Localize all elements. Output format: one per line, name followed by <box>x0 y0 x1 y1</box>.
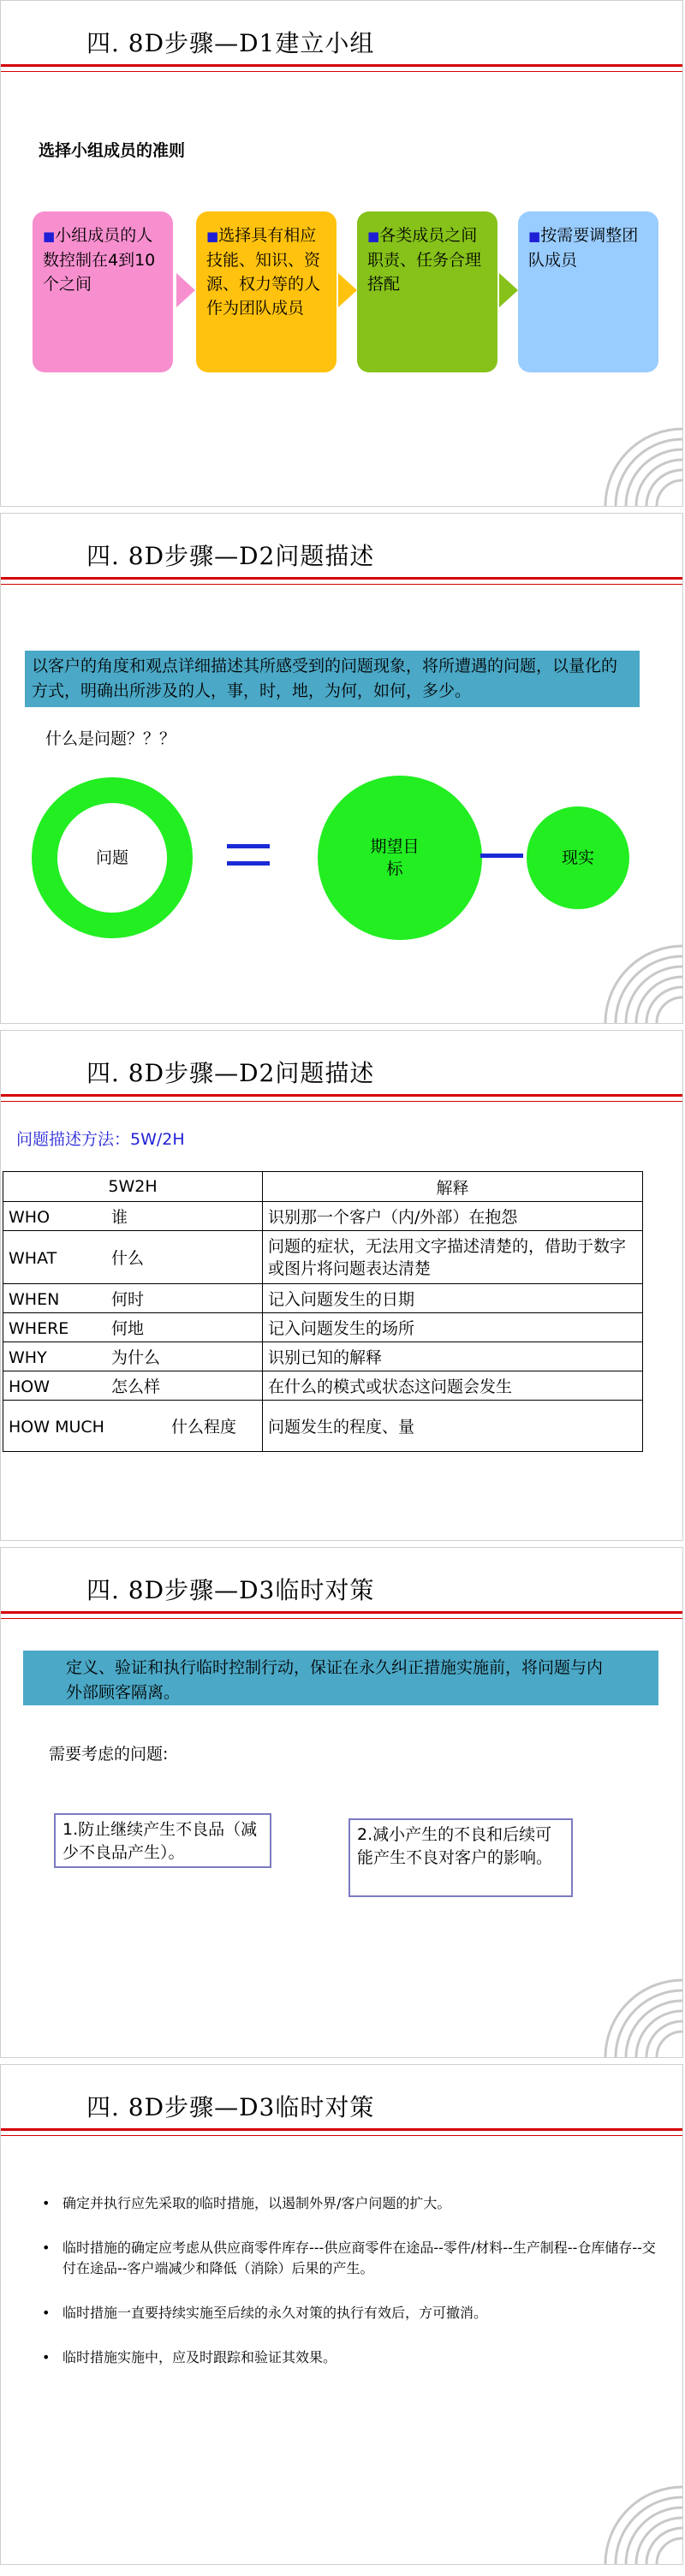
title-rule-thick <box>1 1094 683 1097</box>
decorative-swirl-icon <box>593 920 682 1023</box>
problem-label: 问题 <box>95 848 128 867</box>
card-text: 按需要调整团队成员 <box>528 226 639 270</box>
table-cell-term <box>3 1342 263 1371</box>
title-rule-thin <box>1 1618 683 1619</box>
slide-d3-containment <box>0 1547 683 2058</box>
consideration-item-2: 2.减小产生的不良和后续可能产生不良对客户的影响。 <box>348 1818 573 1897</box>
table-cell-desc: 记入问题发生的日期 <box>263 1284 643 1313</box>
table-cell-term <box>3 1313 263 1342</box>
bullet-text: 临时措施一直要持续实施至后续的永久对策的执行有效后，方可撤消。 <box>63 2305 488 2321</box>
title-rule-thin <box>1 2135 683 2136</box>
title-rule-thin <box>1 584 683 585</box>
equals-sign-icon <box>227 844 270 848</box>
table-row <box>3 1202 643 1231</box>
square-bullet-icon: ■ <box>206 229 219 244</box>
card-text: 选择具有相应技能、知识、资源、权力等的人作为团队成员 <box>206 226 321 318</box>
slide-d2-5w2h <box>0 1030 683 1541</box>
table-cell-desc: 识别已知的解释 <box>263 1342 643 1371</box>
slide-title: 四. 8D步骤—D3临时对策 <box>86 1576 375 1604</box>
bullet-text: 确定并执行应先采取的临时措施，以遏制外界/客户问题的扩大。 <box>63 2195 451 2211</box>
bullet-dot-icon: • <box>42 2195 51 2211</box>
decorative-swirl-icon <box>593 2461 682 2564</box>
term-zh: 为什么 <box>111 1348 161 1367</box>
square-bullet-icon: ■ <box>367 229 380 244</box>
bullet-item <box>42 2193 658 2214</box>
title-rule-thick <box>1 1611 683 1614</box>
table-row <box>3 1371 643 1401</box>
slide-d3-measures <box>0 2064 683 2565</box>
criteria-card-2 <box>196 211 337 372</box>
bullet-dot-icon: • <box>42 2240 51 2256</box>
table-cell-term <box>3 1284 263 1313</box>
header-5w2h: 5W2H <box>3 1172 263 1202</box>
term-zh: 何时 <box>111 1290 145 1309</box>
table-cell-term <box>3 1231 263 1284</box>
term-en: HOW MUCH <box>9 1418 104 1437</box>
criteria-card-4 <box>518 211 658 372</box>
slide-title: 四. 8D步骤—D1建立小组 <box>86 29 375 57</box>
term-en: WHERE <box>9 1319 69 1338</box>
bullet-item <box>42 2347 658 2368</box>
term-en: WHO <box>9 1208 51 1227</box>
table-cell-term <box>3 1371 263 1401</box>
5w2h-table <box>3 1171 643 1452</box>
title-rule-thick <box>1 2128 683 2131</box>
criteria-card-1 <box>33 211 173 372</box>
table-row <box>3 1342 643 1371</box>
method-subtitle: 问题描述方法：5W/2H <box>16 1130 185 1149</box>
table-row <box>3 1313 643 1342</box>
consideration-item-1: 1.防止继续产生不良品（减少不良品产生）。 <box>54 1813 271 1868</box>
term-zh: 何地 <box>111 1319 145 1338</box>
table-cell-desc: 问题的症状，无法用文字描述清楚的，借助于数字或图片将问题表达清楚 <box>263 1231 643 1284</box>
slide-d2-definition <box>0 513 683 1024</box>
arrow-right-icon <box>499 273 518 307</box>
term-zh: 怎么样 <box>111 1377 161 1396</box>
bullet-dot-icon: • <box>42 2349 51 2365</box>
table-cell-desc: 在什么的模式或状态这问题会发生 <box>263 1371 643 1401</box>
equals-sign-icon-lower <box>227 861 270 866</box>
slide-title: 四. 8D步骤—D3临时对策 <box>86 2093 375 2121</box>
title-rule-thick <box>1 577 683 580</box>
term-en: HOW <box>9 1377 51 1396</box>
expectation-label: 期望目标 <box>370 837 420 878</box>
criteria-heading: 选择小组成员的准则 <box>39 141 186 160</box>
consider-label: 需要考虑的问题: <box>49 1745 169 1764</box>
header-explanation: 解释 <box>263 1172 643 1202</box>
containment-definition-box: 定义、验证和执行临时控制行动，保证在永久纠正措施实施前，将问题与内外部顾客隔离。 <box>23 1651 658 1705</box>
bullet-dot-icon: • <box>42 2305 51 2321</box>
term-zh: 什么程度 <box>171 1418 237 1437</box>
term-en: WHEN <box>9 1290 60 1309</box>
decorative-swirl-icon <box>593 1954 682 2057</box>
term-en: WHAT <box>9 1249 57 1268</box>
arrow-right-icon <box>338 273 357 307</box>
term-zh: 什么 <box>111 1249 145 1268</box>
table-cell-term <box>3 1401 263 1452</box>
criteria-card-3 <box>357 211 497 372</box>
table-cell-term <box>3 1202 263 1231</box>
bullet-text: 临时措施的确定应考虑从供应商零件库存---供应商零件在途品--零件/材料--生产制程--仓库储存--交付在途品--客户端减少和降低（消除）后果的产生。 <box>63 2240 656 2276</box>
slide-title: 四. 8D步骤—D2问题描述 <box>86 1059 375 1087</box>
bullet-item <box>42 2238 658 2279</box>
table-header-row <box>3 1172 643 1202</box>
square-bullet-icon: ■ <box>528 229 541 244</box>
what-is-problem-text: 什么是问题？？？ <box>45 729 176 748</box>
slide-title: 四. 8D步骤—D2问题描述 <box>86 542 375 570</box>
bullet-item <box>42 2303 658 2323</box>
title-rule-thin <box>1 71 683 72</box>
card-text: 小组成员的人数控制在4到10个之间 <box>43 226 156 294</box>
table-cell-desc: 问题发生的程度、量 <box>263 1401 643 1452</box>
title-rule-thin <box>1 1101 683 1102</box>
term-zh: 谁 <box>111 1208 128 1227</box>
table-row <box>3 1231 643 1284</box>
problem-definition-box: 以客户的角度和观点详细描述其所感受到的问题现象，将所遭遇的问题，以量化的方式，明确出所涉及的人，事，时，地，为何，如何，多少。 <box>25 651 640 707</box>
arrow-right-icon <box>176 273 195 307</box>
decorative-swirl-icon <box>593 403 682 506</box>
table-cell-desc: 识别那一个客户（内/外部）在抱怨 <box>263 1202 643 1231</box>
slide-d1 <box>0 0 683 507</box>
card-text: 各类成员之间职责、任务合理搭配 <box>367 226 482 294</box>
table-row <box>3 1401 643 1452</box>
table-cell-desc: 记入问题发生的场所 <box>263 1313 643 1342</box>
title-rule-thick <box>1 64 683 67</box>
bullet-text: 临时措施实施中，应及时跟踪和验证其效果。 <box>63 2349 337 2365</box>
table-row <box>3 1284 643 1313</box>
term-en: WHY <box>9 1348 47 1367</box>
minus-sign-icon <box>480 854 523 858</box>
square-bullet-icon: ■ <box>43 229 56 244</box>
reality-label: 现实 <box>561 848 594 867</box>
